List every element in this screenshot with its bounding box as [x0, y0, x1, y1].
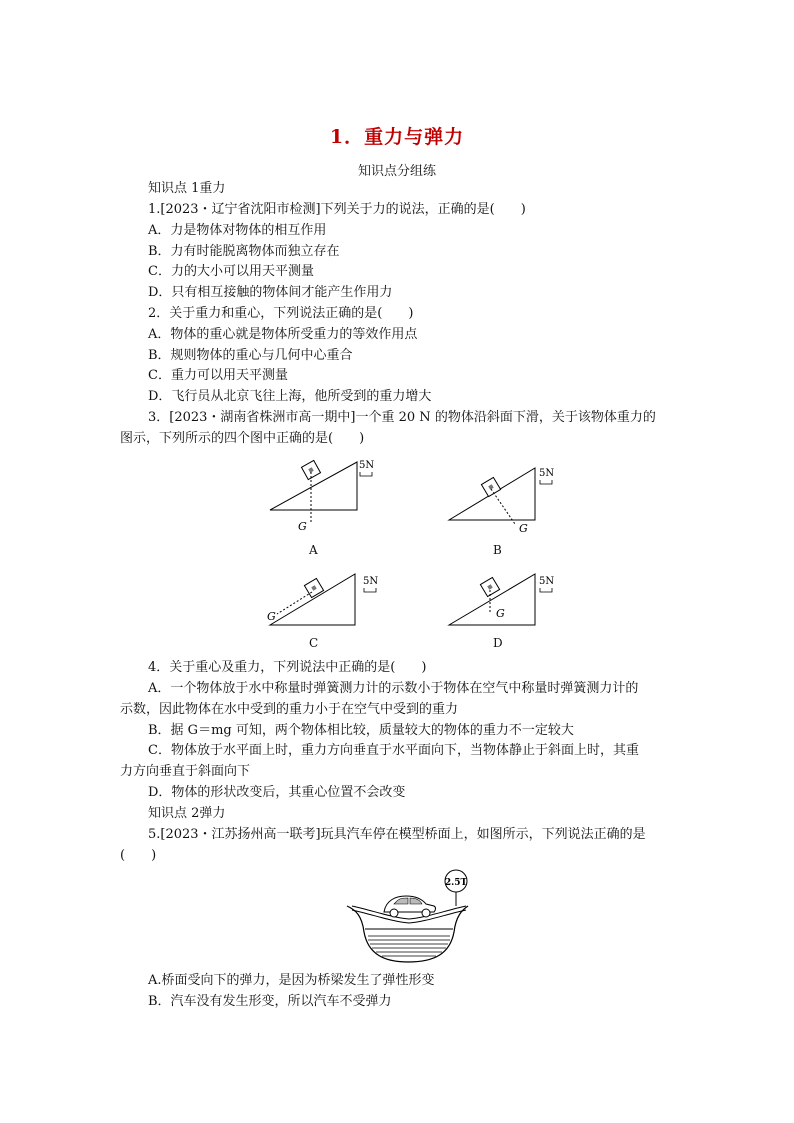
q1-stem: 1.[2023・辽宁省沈阳市检测]下列关于力的说法，正确的是( ): [148, 202, 526, 217]
q2-option-c: C．重力可以用天平测量: [148, 368, 288, 383]
q3-d-g-label: G: [496, 607, 505, 620]
q3-diagram-d: [443, 570, 563, 630]
q5-bridge-diagram: [344, 866, 474, 966]
q4-option-b: B．据 G＝mg 可知，两个物体相比较，质量较大的物体的重力不一定较大: [148, 723, 574, 738]
q5-stem-line1: 5.[2023・江苏扬州高一联考]玩具汽车停在模型桥面上，如图所示，下列说法正确的是: [148, 827, 646, 842]
q2-option-d: D．飞行员从北京飞往上海，他所受到的重力增大: [148, 389, 432, 404]
q2-option-b: B．规则物体的重心与几何中心重合: [148, 348, 353, 363]
q4-option-c-line1: C．物体放于水平面上时，重力方向垂直于水平面向下，当物体静止于斜面上时，其重: [148, 743, 639, 758]
q3-stem-line1: 3．[2023・湖南省株洲市高一期中]一个重 20 N 的物体沿斜面下滑，关于该物体重力的: [148, 410, 656, 425]
q5-option-a: A.桥面受向下的弹力，是因为桥梁发生了弹性形变: [148, 973, 435, 988]
q1-option-a: A．力是物体对物体的相互作用: [148, 223, 327, 238]
section-heading-gravity: 知识点 1重力: [148, 181, 226, 196]
q4-option-c-line2: 力方向垂直于斜面向下: [120, 764, 251, 779]
q5-stem-line2: ( ): [120, 848, 157, 863]
q5-sign-label: 2.5T: [444, 878, 468, 888]
q3-caption-a: A: [309, 543, 318, 557]
q3-d-scale-label: 5N: [539, 576, 555, 587]
page-subtitle: 知识点分组练: [357, 164, 436, 179]
q3-c-scale-label: 5N: [363, 576, 379, 587]
q4-option-a-line2: 示数，因此物体在水中受到的重力小于在空气中受到的重力: [120, 702, 459, 717]
q3-diagram-a: [262, 452, 382, 542]
q3-stem-line2: 图示，下列所示的四个图中正确的是( ): [120, 431, 365, 446]
q3-caption-d: D: [493, 636, 503, 650]
q1-option-c: C．力的大小可以用天平测量: [148, 264, 314, 279]
q1-option-b: B．力有时能脱离物体而独立存在: [148, 244, 340, 259]
q1-option-d: D．只有相互接触的物体间才能产生作用力: [148, 285, 393, 300]
q2-option-a: A．物体的重心就是物体所受重力的等效作用点: [148, 327, 418, 342]
q4-option-a-line1: A．一个物体放于水中称量时弹簧测力计的示数小于物体在空气中称量时弹簧测力计的: [148, 681, 639, 696]
q3-b-g-label: G: [519, 522, 528, 535]
q4-stem: 4．关于重心及重力，下列说法中正确的是( ): [148, 660, 427, 675]
q3-c-g-label: G: [267, 610, 276, 623]
q3-b-scale-label: 5N: [539, 468, 555, 479]
q3-caption-b: B: [493, 543, 502, 557]
q3-caption-c: C: [309, 636, 319, 650]
section-heading-elastic: 知识点 2弹力: [148, 806, 226, 821]
q3-a-g-label: G: [298, 520, 307, 533]
q3-diagram-b: [443, 462, 563, 542]
q3-diagram-c: [262, 570, 382, 630]
q3-a-scale-label: 5N: [359, 460, 375, 471]
q4-option-d: D．物体的形状改变后，其重心位置不会改变: [148, 785, 406, 800]
q5-option-b: B．汽车没有发生形变，所以汽车不受弹力: [148, 994, 392, 1009]
q2-stem: 2．关于重力和重心，下列说法正确的是( ): [148, 306, 414, 321]
page-title: 1．重力与弹力: [329, 126, 465, 148]
